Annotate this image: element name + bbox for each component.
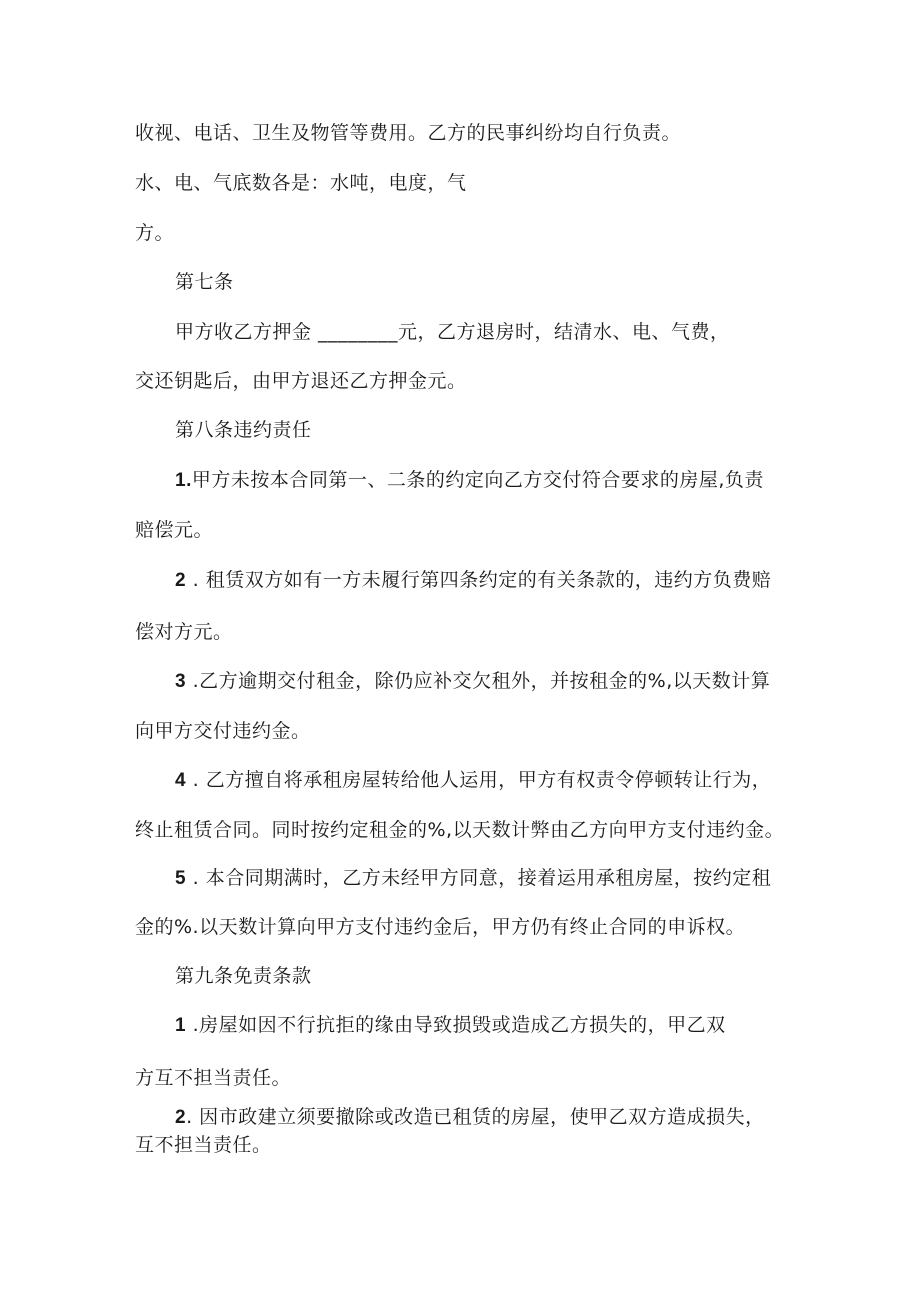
clause-9-2	[175, 1105, 765, 1130]
clause-text: .乙方逾期交付租金，除仍应补交欠租外，并按租金的%,以天数计算	[186, 670, 771, 692]
text-line-9-1b: 方互不担当责任。	[135, 1067, 292, 1089]
clause-8-5	[175, 866, 771, 891]
clause-number: 2	[175, 570, 187, 591]
text-line-8-3b: 向甲方交付违约金。	[135, 720, 311, 742]
text-line-8-4b: 终止租赁合同。同时按约定租金的%,以天数计弊由乙方向甲方支付违约金。	[135, 819, 785, 841]
clause-number: 1.	[175, 470, 192, 491]
text-line-8-2b: 偿对方元。	[135, 621, 233, 643]
clause-number: 4	[175, 770, 187, 791]
text-line-8-1b: 赔偿元。	[135, 519, 214, 541]
clause-8-4	[175, 768, 771, 793]
text-line-8-5b: 金的%.以天数计算向甲方支付违约金后，甲方仍有终止合同的申诉权。	[135, 916, 746, 938]
clause-text: . 乙方擅自将承租房屋转给他人运用，甲方有权责令停顿转让行为，	[186, 769, 772, 791]
clause-text: . 因市政建立须要撤除或改造已租赁的房屋，使甲乙双方造成损失，	[186, 1106, 765, 1128]
clause-text: .房屋如因不行抗拒的缘由导致损毁或造成乙方损失的，甲乙双	[186, 1014, 726, 1036]
clause-text: . 租赁双方如有一方未履行第四条约定的有关条款的，违约方负费赔	[186, 569, 772, 591]
clause-9-1	[175, 1013, 726, 1038]
clause-8-3	[175, 669, 770, 694]
text-line-3: 方。	[135, 222, 175, 244]
text-line-2: 水、电、气底数各是：水吨，电度，气	[135, 172, 467, 194]
clause-number: 2	[175, 1107, 187, 1128]
article-7-heading: 第七条	[175, 271, 234, 293]
text-line-1: 收视、电话、卫生及物管等费用。乙方的民事纠纷均自行负责。	[135, 122, 682, 144]
clause-text: . 本合同期满时，乙方未经甲方同意，接着运用承租房屋，按约定租	[186, 867, 772, 889]
text-line-deposit-2: 交还钥匙后，由甲方退还乙方押金元。	[135, 370, 467, 392]
clause-8-2	[175, 568, 771, 593]
text-line-deposit: 甲方收乙方押金 ________元，乙方退房时，结清水、电、气费，	[175, 321, 730, 343]
article-9-heading: 第九条免责条款	[175, 965, 312, 987]
clause-text: 甲方未按本合同第一、二条的约定向乙方交付符合要求的房屋,负责	[191, 469, 764, 491]
clause-number: 5	[175, 868, 187, 889]
clause-8-1	[175, 468, 764, 493]
clause-number: 3	[175, 671, 187, 692]
article-8-heading: 第八条违约责任	[175, 419, 312, 441]
text-line-9-2b: 互不担当责任。	[135, 1134, 272, 1156]
clause-number: 1	[175, 1015, 187, 1036]
